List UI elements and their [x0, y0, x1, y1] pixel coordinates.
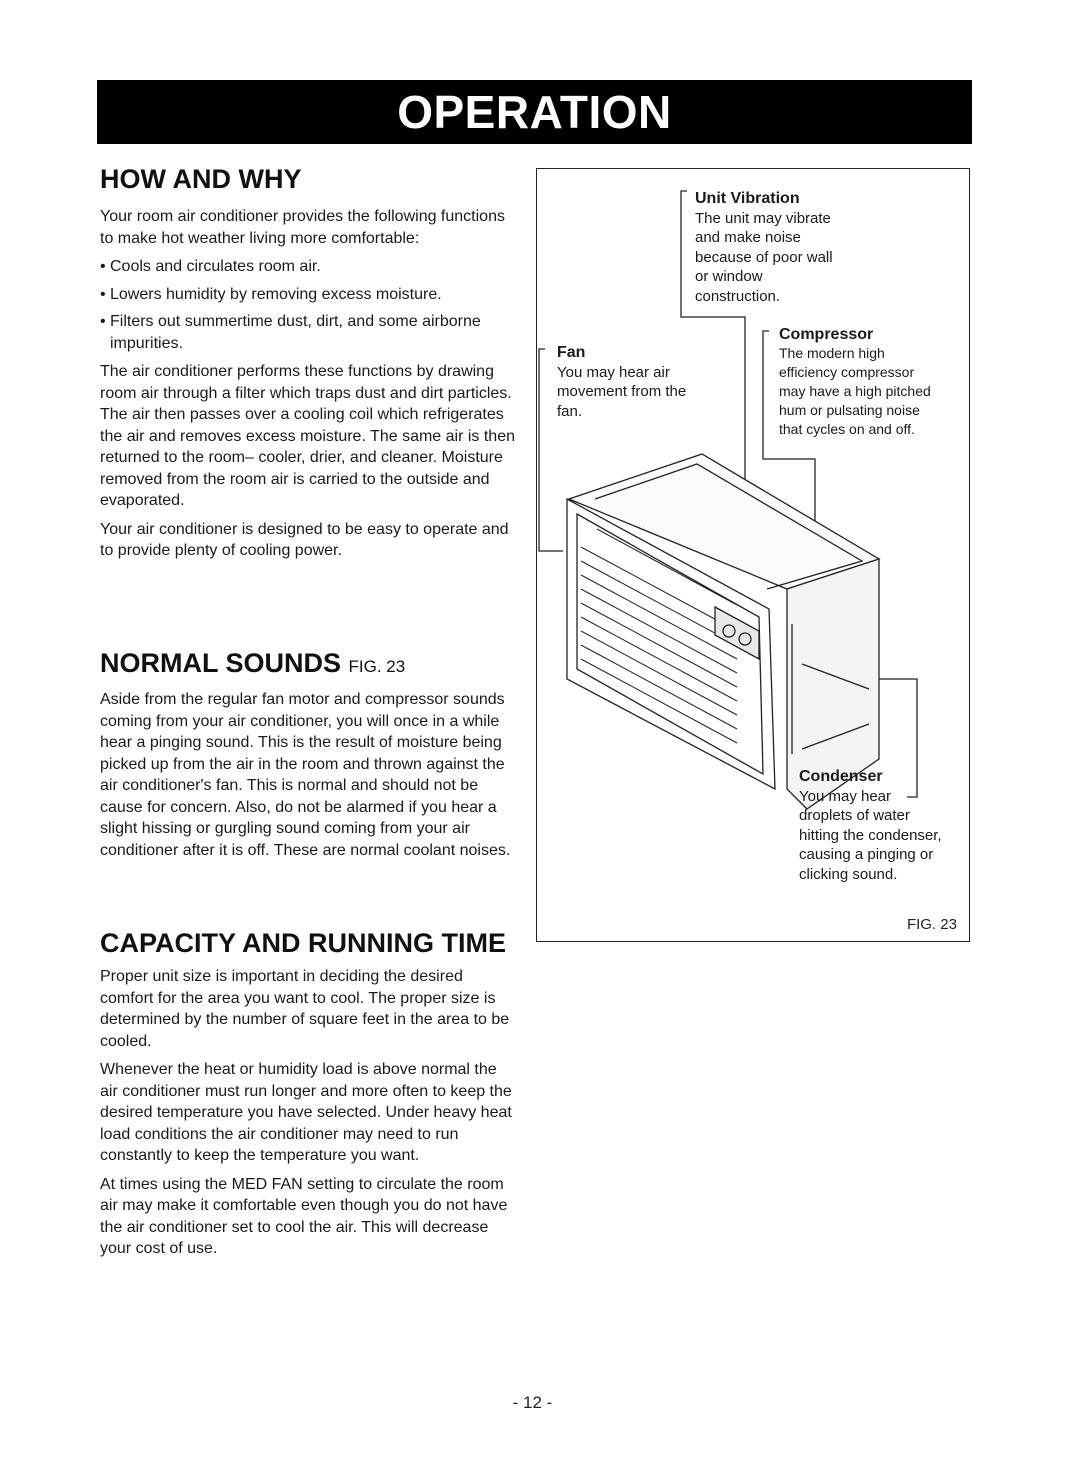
- compressor-title: Compressor: [779, 326, 874, 343]
- page-number: - 12 -: [512, 1393, 553, 1412]
- list-item: • Lowers humidity by removing excess moisture.: [100, 284, 518, 306]
- figure-23: [536, 168, 970, 942]
- fig-reference: FIG. 23: [348, 657, 406, 676]
- callout-line: movement from the: [557, 383, 687, 400]
- callout-line: because of poor wall: [695, 248, 833, 266]
- compressor-callout: [779, 325, 931, 439]
- how-and-why-intro: Your room air conditioner provides the following functions to make hot weather living more comfortable:: [100, 208, 505, 247]
- condenser-callout: [799, 767, 942, 884]
- functions-list: [100, 256, 518, 354]
- normal-sounds-title: NORMAL SOUNDS: [100, 648, 342, 678]
- normal-sounds-section: [100, 689, 518, 868]
- callout-line: that cycles on and off.: [779, 421, 915, 437]
- capacity-section: [100, 966, 518, 1267]
- callout-line: hitting the condenser,: [799, 826, 942, 844]
- capacity-paragraph: Whenever the heat or humidity load is above normal the air conditioner must run longer and more often to keep the desired temperature you have selected. Under heavy heat load conditions the air conditioner may need to run constantly to keep the temperature you want.: [100, 1061, 512, 1164]
- callout-line: droplets of water: [799, 807, 910, 824]
- callout-line: may have a high pitched: [779, 383, 931, 399]
- unit-vibration-title: Unit Vibration: [695, 190, 800, 207]
- list-item: • Cools and circulates room air.: [100, 256, 518, 278]
- page-title: OPERATION: [97, 80, 972, 144]
- how-and-why-paragraph: Your air conditioner is designed to be easy to operate and to provide plenty of cooling power.: [100, 520, 509, 559]
- callout-line: The unit may vibrate: [695, 209, 831, 227]
- callout-line: You may hear air: [557, 363, 670, 381]
- callout-line: fan.: [557, 402, 583, 420]
- callout-line: hum or pulsating noise: [779, 402, 920, 418]
- normal-sounds-heading: [100, 648, 405, 679]
- callout-line: clicking sound.: [799, 865, 898, 883]
- fan-title: Fan: [557, 344, 586, 361]
- callout-line: construction.: [695, 287, 781, 305]
- callout-line: causing a pinging or: [799, 846, 934, 863]
- capacity-paragraph: Proper unit size is important in deciding the desired comfort for the area you want to cool. The proper size is determined by the number of square feet in the area to be cooled.: [100, 968, 510, 1050]
- list-item: • Filters out summertime dust, dirt, and some airborne impurities.: [100, 311, 518, 354]
- how-and-why-heading: HOW AND WHY: [100, 164, 302, 194]
- unit-vibration-callout: [695, 189, 833, 306]
- callout-line: and make noise: [695, 229, 801, 246]
- callout-line: The modern high: [779, 345, 885, 361]
- callout-line: You may hear: [799, 787, 892, 805]
- how-and-why-section: [100, 206, 518, 569]
- fan-callout: [557, 343, 686, 421]
- callout-line: efficiency compressor: [779, 364, 915, 380]
- normal-sounds-paragraph: Aside from the regular fan motor and compressor sounds coming from your air conditioner, you will once in a while hear a pinging sound. This is the result of moisture being picked up from the air in the room and thrown against the air conditioner's fan. This is normal and should not be cause for concern. Also, do not be alarmed if you hear a slight hissing or gurgling sound coming from your air conditioner after it is off. These are normal coolant noises.: [100, 691, 511, 859]
- condenser-title: Condenser: [799, 768, 883, 785]
- figure-caption: FIG. 23: [906, 916, 957, 933]
- callout-line: or window: [695, 268, 763, 285]
- capacity-heading: CAPACITY AND RUNNING TIME: [100, 928, 507, 958]
- how-and-why-paragraph: The air conditioner performs these functions by drawing room air through a filter which traps dust and dirt particles. The air then passes over a cooling coil which refrigerates the air and removes excess moisture. The same air is then returned to the room– cooler, drier, and cleaner. Moisture removed from the room air is carried to the outside and evaporated.: [100, 363, 515, 509]
- capacity-paragraph: At times using the MED FAN setting to circulate the room air may make it comfortable even though you do not have the air conditioner set to cool the air. This will decrease your cost of use.: [100, 1175, 508, 1257]
